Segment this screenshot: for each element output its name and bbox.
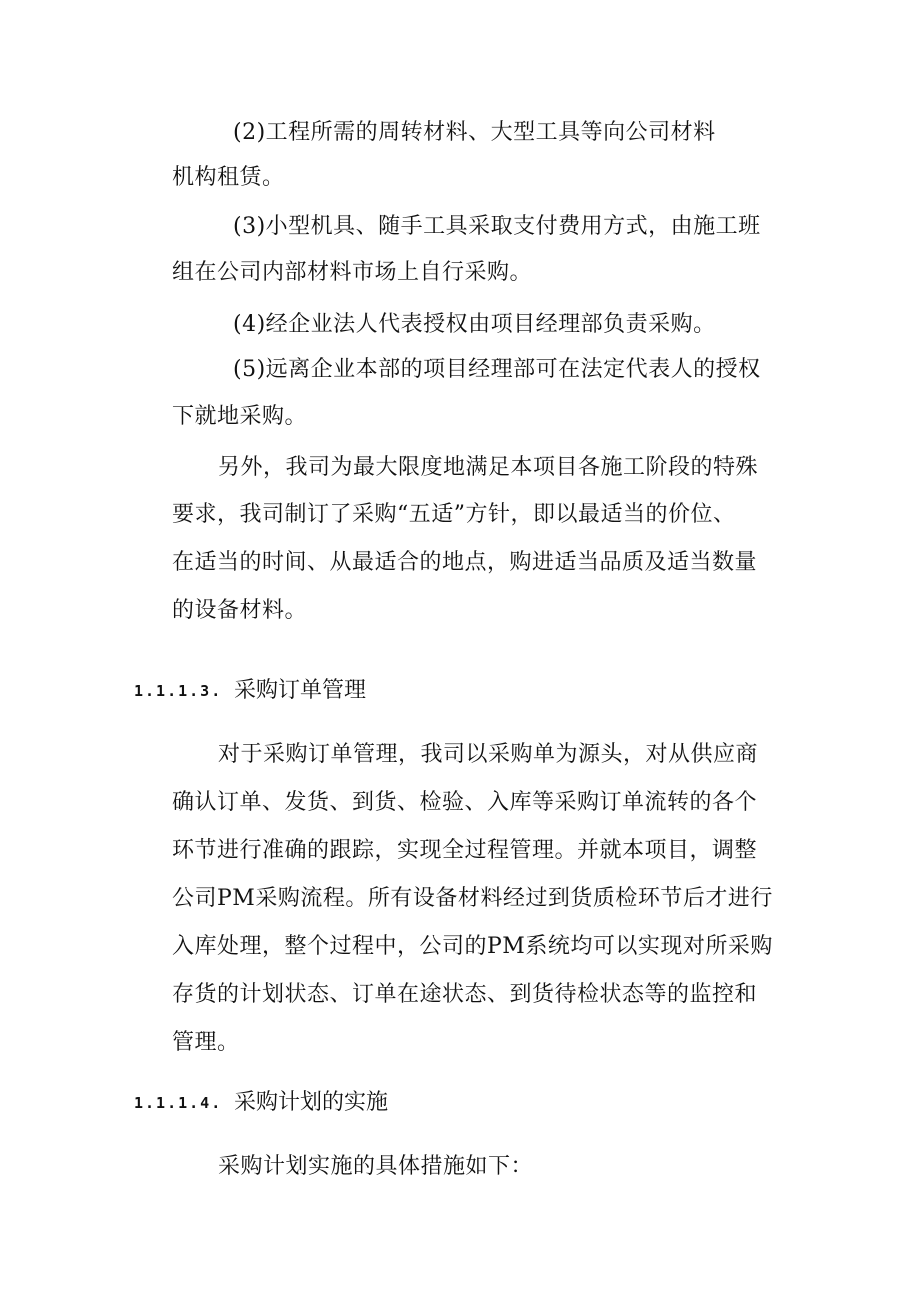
paragraph-2-line-2: 机构租赁。 [172, 165, 285, 190]
section-1113-number: 1.1.1.3. [134, 682, 223, 700]
paragraph-5-line-1: (5)远离企业本部的项目经理部可在法定代表人的授权 [233, 357, 761, 382]
section-1114-body-line-1: 采购计划实施的具体措施如下： [218, 1154, 534, 1179]
section-1113-body-line-1: 对于采购订单管理，我司以采购单为源头，对从供应商 [218, 742, 759, 767]
paragraph-2-line-1: (2)工程所需的周转材料、大型工具等向公司材料 [233, 120, 716, 145]
paragraph-6-line-3: 在适当的时间、从最适合的地点，购进适当品质及适当数量 [172, 550, 758, 575]
paragraph-6-line-4: 的设备材料。 [172, 598, 308, 623]
section-1113-body-line-6: 存货的计划状态、订单在途状态、到货待检状态等的监控和 [172, 982, 758, 1007]
section-1113-body-line-5: 入库处理，整个过程中，公司的PM系统均可以实现对所采购 [172, 934, 773, 959]
paragraph-3-line-1: (3)小型机具、随手工具采取支付费用方式，由施工班 [233, 214, 761, 239]
paragraph-6-line-2: 要求，我司制订了采购“五适”方针，即以最适当的价位、 [172, 502, 736, 527]
paragraph-4-line-1: (4)经企业法人代表授权由项目经理部负责采购。 [233, 312, 716, 337]
section-1113-body-line-4: 公司PM采购流程。所有设备材料经过到货质检环节后才进行 [172, 886, 773, 911]
section-1114-number: 1.1.1.4. [134, 1094, 223, 1112]
paragraph-6-line-1: 另外，我司为最大限度地满足本项目各施工阶段的特殊 [218, 455, 759, 480]
section-1113-body-line-7: 管理。 [172, 1030, 240, 1055]
section-1113-body-line-2: 确认订单、发货、到货、检验、入库等采购订单流转的各个 [172, 790, 758, 815]
paragraph-3-line-2: 组在公司内部材料市场上自行采购。 [172, 260, 533, 285]
section-1114-title: 采购计划的实施 [234, 1090, 389, 1115]
section-1113-body-line-3: 环节进行准确的跟踪，实现全过程管理。并就本项目，调整 [172, 838, 758, 863]
section-1113-title: 采购订单管理 [234, 678, 367, 703]
paragraph-5-line-2: 下就地采购。 [172, 404, 308, 429]
